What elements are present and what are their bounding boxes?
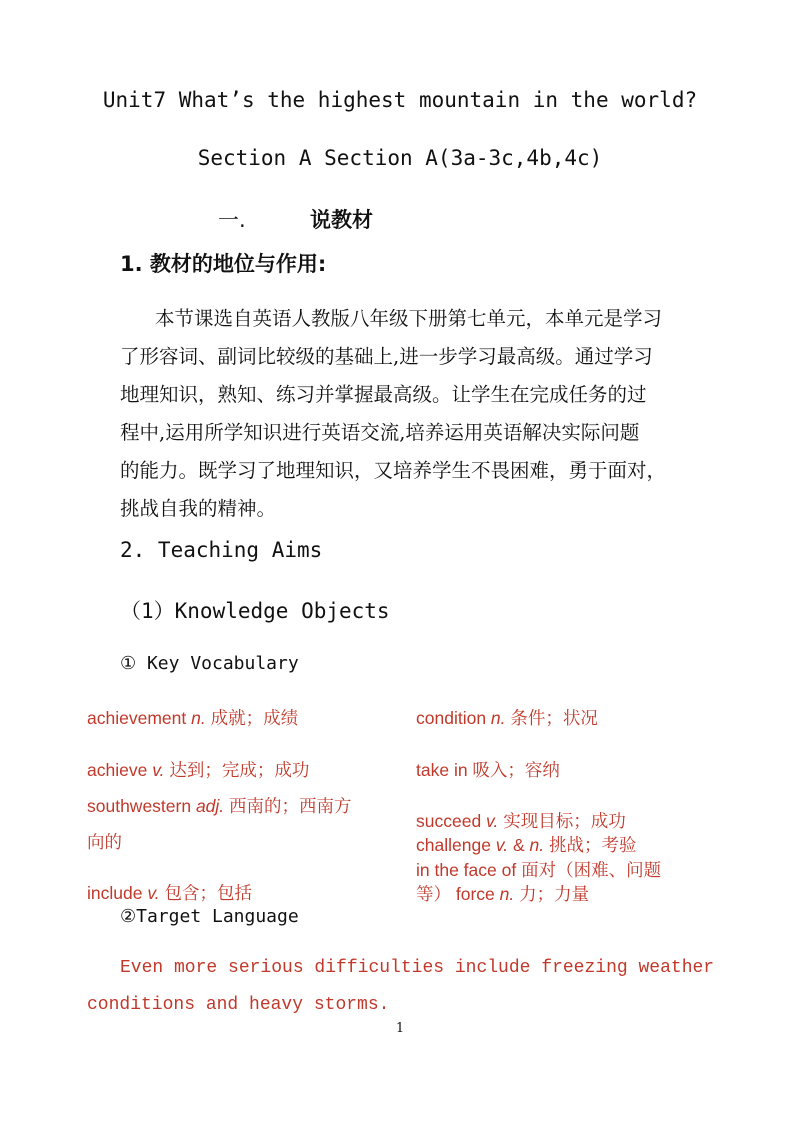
document-title: Unit7 What’s the highest mountain in the world? xyxy=(102,88,698,112)
vocab-force: 等） force n. 力；力量 xyxy=(416,884,590,904)
heading-key-vocabulary: ① Key Vocabulary xyxy=(120,653,299,674)
vocab-achieve: achieve v. 达到；完成；成功 xyxy=(87,760,310,780)
vocab-challenge: challenge v. & n. 挑战；考验 xyxy=(416,835,637,855)
section1-label: 说教材 xyxy=(310,208,373,232)
heading-textbook-role: 1. 教材的地位与作用: xyxy=(120,252,327,276)
paragraph-line: 挑战自我的精神。 xyxy=(120,497,277,520)
paragraph-line: 地理知识，熟知、练习并掌握最高级。让学生在完成任务的过 xyxy=(120,383,647,406)
section1-number: 一. xyxy=(218,208,246,232)
target-sentence-line: conditions and heavy storms. xyxy=(87,995,390,1015)
vocab-in-the-face-of: in the face of 面对（困难、问题 xyxy=(416,860,662,880)
document-subtitle: Section A Section A(3a-3c,4b,4c) xyxy=(197,146,603,170)
vocab-include: include v. 包含；包括 xyxy=(87,883,253,903)
heading-target-language: ②Target Language xyxy=(120,906,299,927)
target-sentence-line: Even more serious difficulties include freezing weather xyxy=(120,958,715,978)
vocab-achievement: achievement n. 成就；成绩 xyxy=(87,708,299,728)
vocab-take-in: take in 吸入；容纳 xyxy=(416,760,560,780)
page-number: 1 xyxy=(395,1021,405,1036)
vocab-southwestern: southwestern adj. 西南的；西南方 xyxy=(87,796,352,816)
paragraph-line: 本节课选自英语人教版八年级下册第七单元，本单元是学习 xyxy=(155,307,663,330)
paragraph-line: 的能力。既学习了地理知识，又培养学生不畏困难，勇于面对， xyxy=(120,459,667,482)
paragraph-line: 程中,运用所学知识进行英语交流,培养运用英语解决实际问题 xyxy=(120,421,640,444)
paragraph-line: 了形容词、副词比较级的基础上,进一步学习最高级。通过学习 xyxy=(120,345,653,368)
vocab-condition: condition n. 条件；状况 xyxy=(416,708,598,728)
heading-knowledge-objects: （1）Knowledge Objects xyxy=(120,599,390,623)
heading-teaching-aims: 2. Teaching Aims xyxy=(120,538,323,562)
vocab-southwestern-cont: 向的 xyxy=(87,832,122,852)
vocab-succeed: succeed v. 实现目标；成功 xyxy=(416,811,626,831)
